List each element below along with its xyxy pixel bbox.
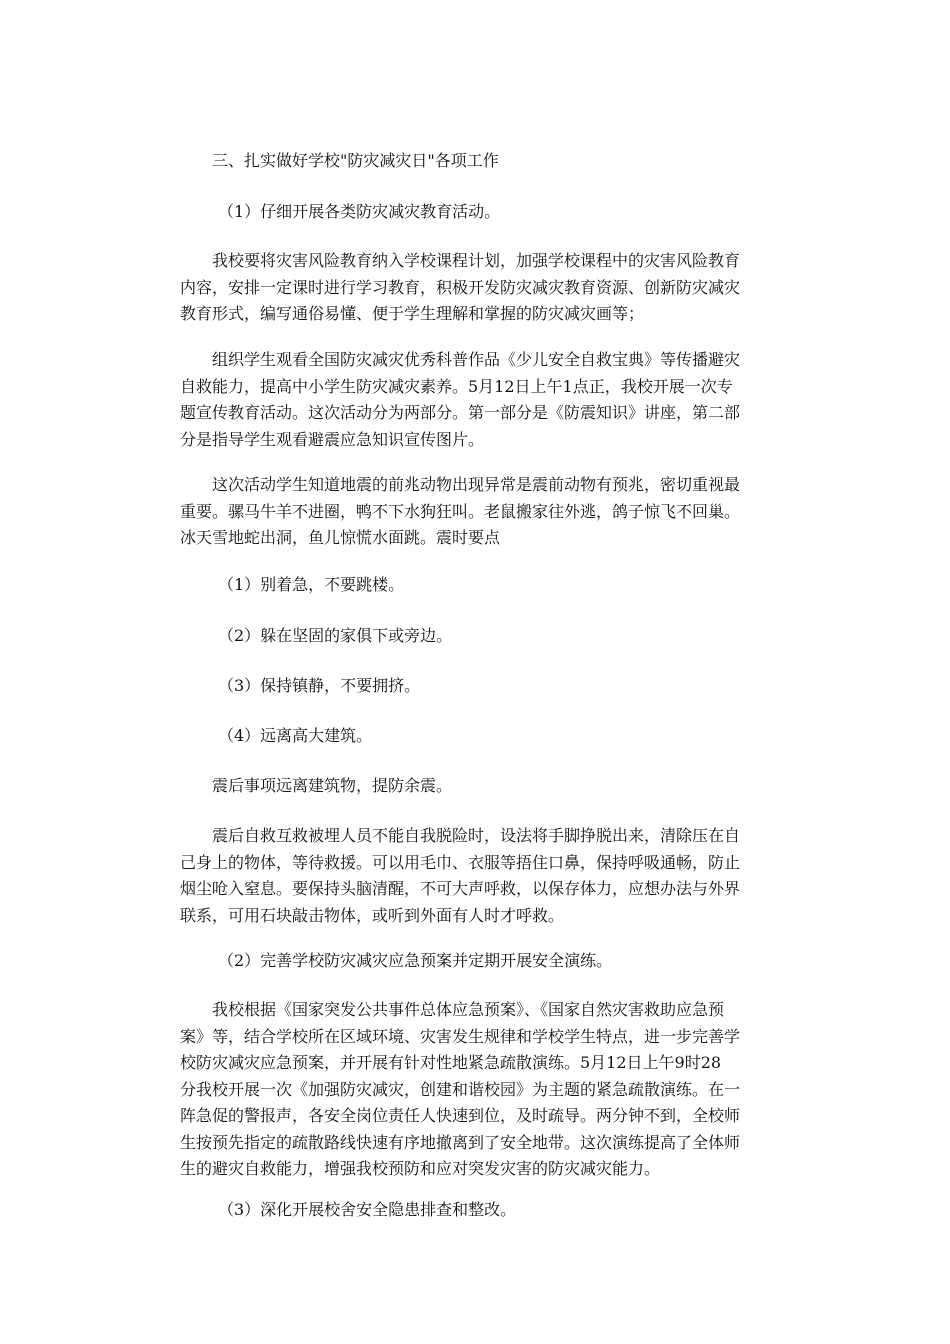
paragraph-5	[180, 997, 770, 1183]
paragraph-line: 分我校开展一次《加强防灾减灾，创建和谐校园》为主题的紧急疏散演练。在一	[180, 1079, 741, 1099]
paragraph-line: 案》等，结合学校所在区域环境、灾害发生规律和学校学生特点，进一步完善学	[180, 1026, 741, 1046]
tip-item	[212, 673, 772, 700]
tip-text: （1）别着急，不要跳楼。	[218, 575, 405, 594]
subsection-1-title	[212, 199, 772, 226]
paragraph-line: 阵急促的警报声，各安全岗位责任人快速到位，及时疏导。两分钟不到，全校师	[180, 1106, 741, 1125]
paragraph-1	[180, 248, 770, 328]
paragraph-2	[180, 347, 770, 453]
paragraph-line: 己身上的物体，等待救援。可以用毛巾、衣服等捂住口鼻，保持呼吸通畅，防止	[180, 852, 741, 872]
paragraph-line: 生按预先指定的疏散路线快速有序地撤离到了安全地带。这次演练提高了全体师	[180, 1132, 741, 1152]
subsection-1-text: （1）仔细开展各类防灾减灾教育活动。	[218, 202, 501, 221]
paragraph-line: 生的避灾自救能力，增强我校预防和应对突发灾害的防灾减灾能力。	[180, 1159, 661, 1178]
paragraph-line: 烟尘呛入窒息。要保持头脑清醒，不可大声呼救，以保存体力，应想办法与外界	[180, 879, 741, 898]
paragraph-line: 我校要将灾害风险教育纳入学校课程计划，加强学校课程中的灾害风险教育	[212, 251, 741, 270]
subsection-3-text: （3）深化开展校舍安全隐患排查和整改。	[218, 1200, 517, 1219]
subsection-3-title	[212, 1197, 772, 1224]
subsection-2-title	[212, 948, 772, 975]
paragraph-line: 分是指导学生观看避震应急知识宣传图片。	[180, 429, 485, 449]
tip-item	[212, 623, 772, 650]
after-quake-note	[212, 773, 772, 800]
paragraph-line: 自救能力，提高中小学生防灾减灾素养。5月12日上午1点正，我校开展一次专	[180, 376, 733, 396]
paragraph-line: 冰天雪地蛇出洞，鱼儿惊慌水面跳。震时要点	[180, 528, 501, 547]
section-heading	[212, 148, 772, 175]
tip-item	[212, 572, 772, 599]
paragraph-4	[180, 823, 770, 929]
subsection-2-text: （2）完善学校防灾减灾应急预案并定期开展安全演练。	[218, 951, 613, 970]
paragraph-3	[180, 472, 770, 552]
paragraph-line: 重要。骡马牛羊不进圈，鸭不下水狗狂叫。老鼠搬家往外逃，鸽子惊飞不回巢。	[180, 501, 741, 521]
tip-text: （3）保持镇静，不要拥挤。	[218, 676, 421, 695]
tip-text: （2）躲在坚固的家俱下或旁边。	[218, 626, 453, 645]
paragraph-line: 我校根据《国家突发公共事件总体应急预案》、《国家自然灾害救助应急预	[212, 1000, 725, 1019]
paragraph-line: 内容，安排一定课时进行学习教育，积极开发防灾减灾教育资源、创新防灾减灾	[180, 277, 741, 297]
after-quake-text: 震后事项远离建筑物，提防余震。	[212, 776, 453, 795]
paragraph-line: 题宣传教育活动。这次活动分为两部分。第一部分是《防震知识》讲座，第二部	[180, 403, 741, 422]
heading-text: 三、扎实做好学校"防灾减灾日"各项工作	[212, 151, 499, 170]
paragraph-line: 组织学生观看全国防灾减灾优秀科普作品《少儿安全自救宝典》等传播避灾	[212, 350, 741, 369]
paragraph-line: 校防灾减灾应急预案，并开展有针对性地紧急疏散演练。5月12日上午9时28	[180, 1053, 722, 1072]
paragraph-line: 这次活动学生知道地震的前兆动物出现异常是震前动物有预兆，密切重视最	[212, 475, 741, 494]
paragraph-line: 震后自救互救被埋人员不能自我脱险时，设法将手脚挣脱出来，清除压在自	[212, 826, 741, 845]
tip-text: （4）远离高大建筑。	[218, 726, 373, 745]
tip-item	[212, 723, 772, 750]
paragraph-line: 教育形式，编写通俗易懂、便于学生理解和掌握的防灾减灾画等；	[180, 304, 645, 323]
paragraph-line: 联系，可用石块敲击物体，或听到外面有人时才呼救。	[180, 905, 565, 925]
